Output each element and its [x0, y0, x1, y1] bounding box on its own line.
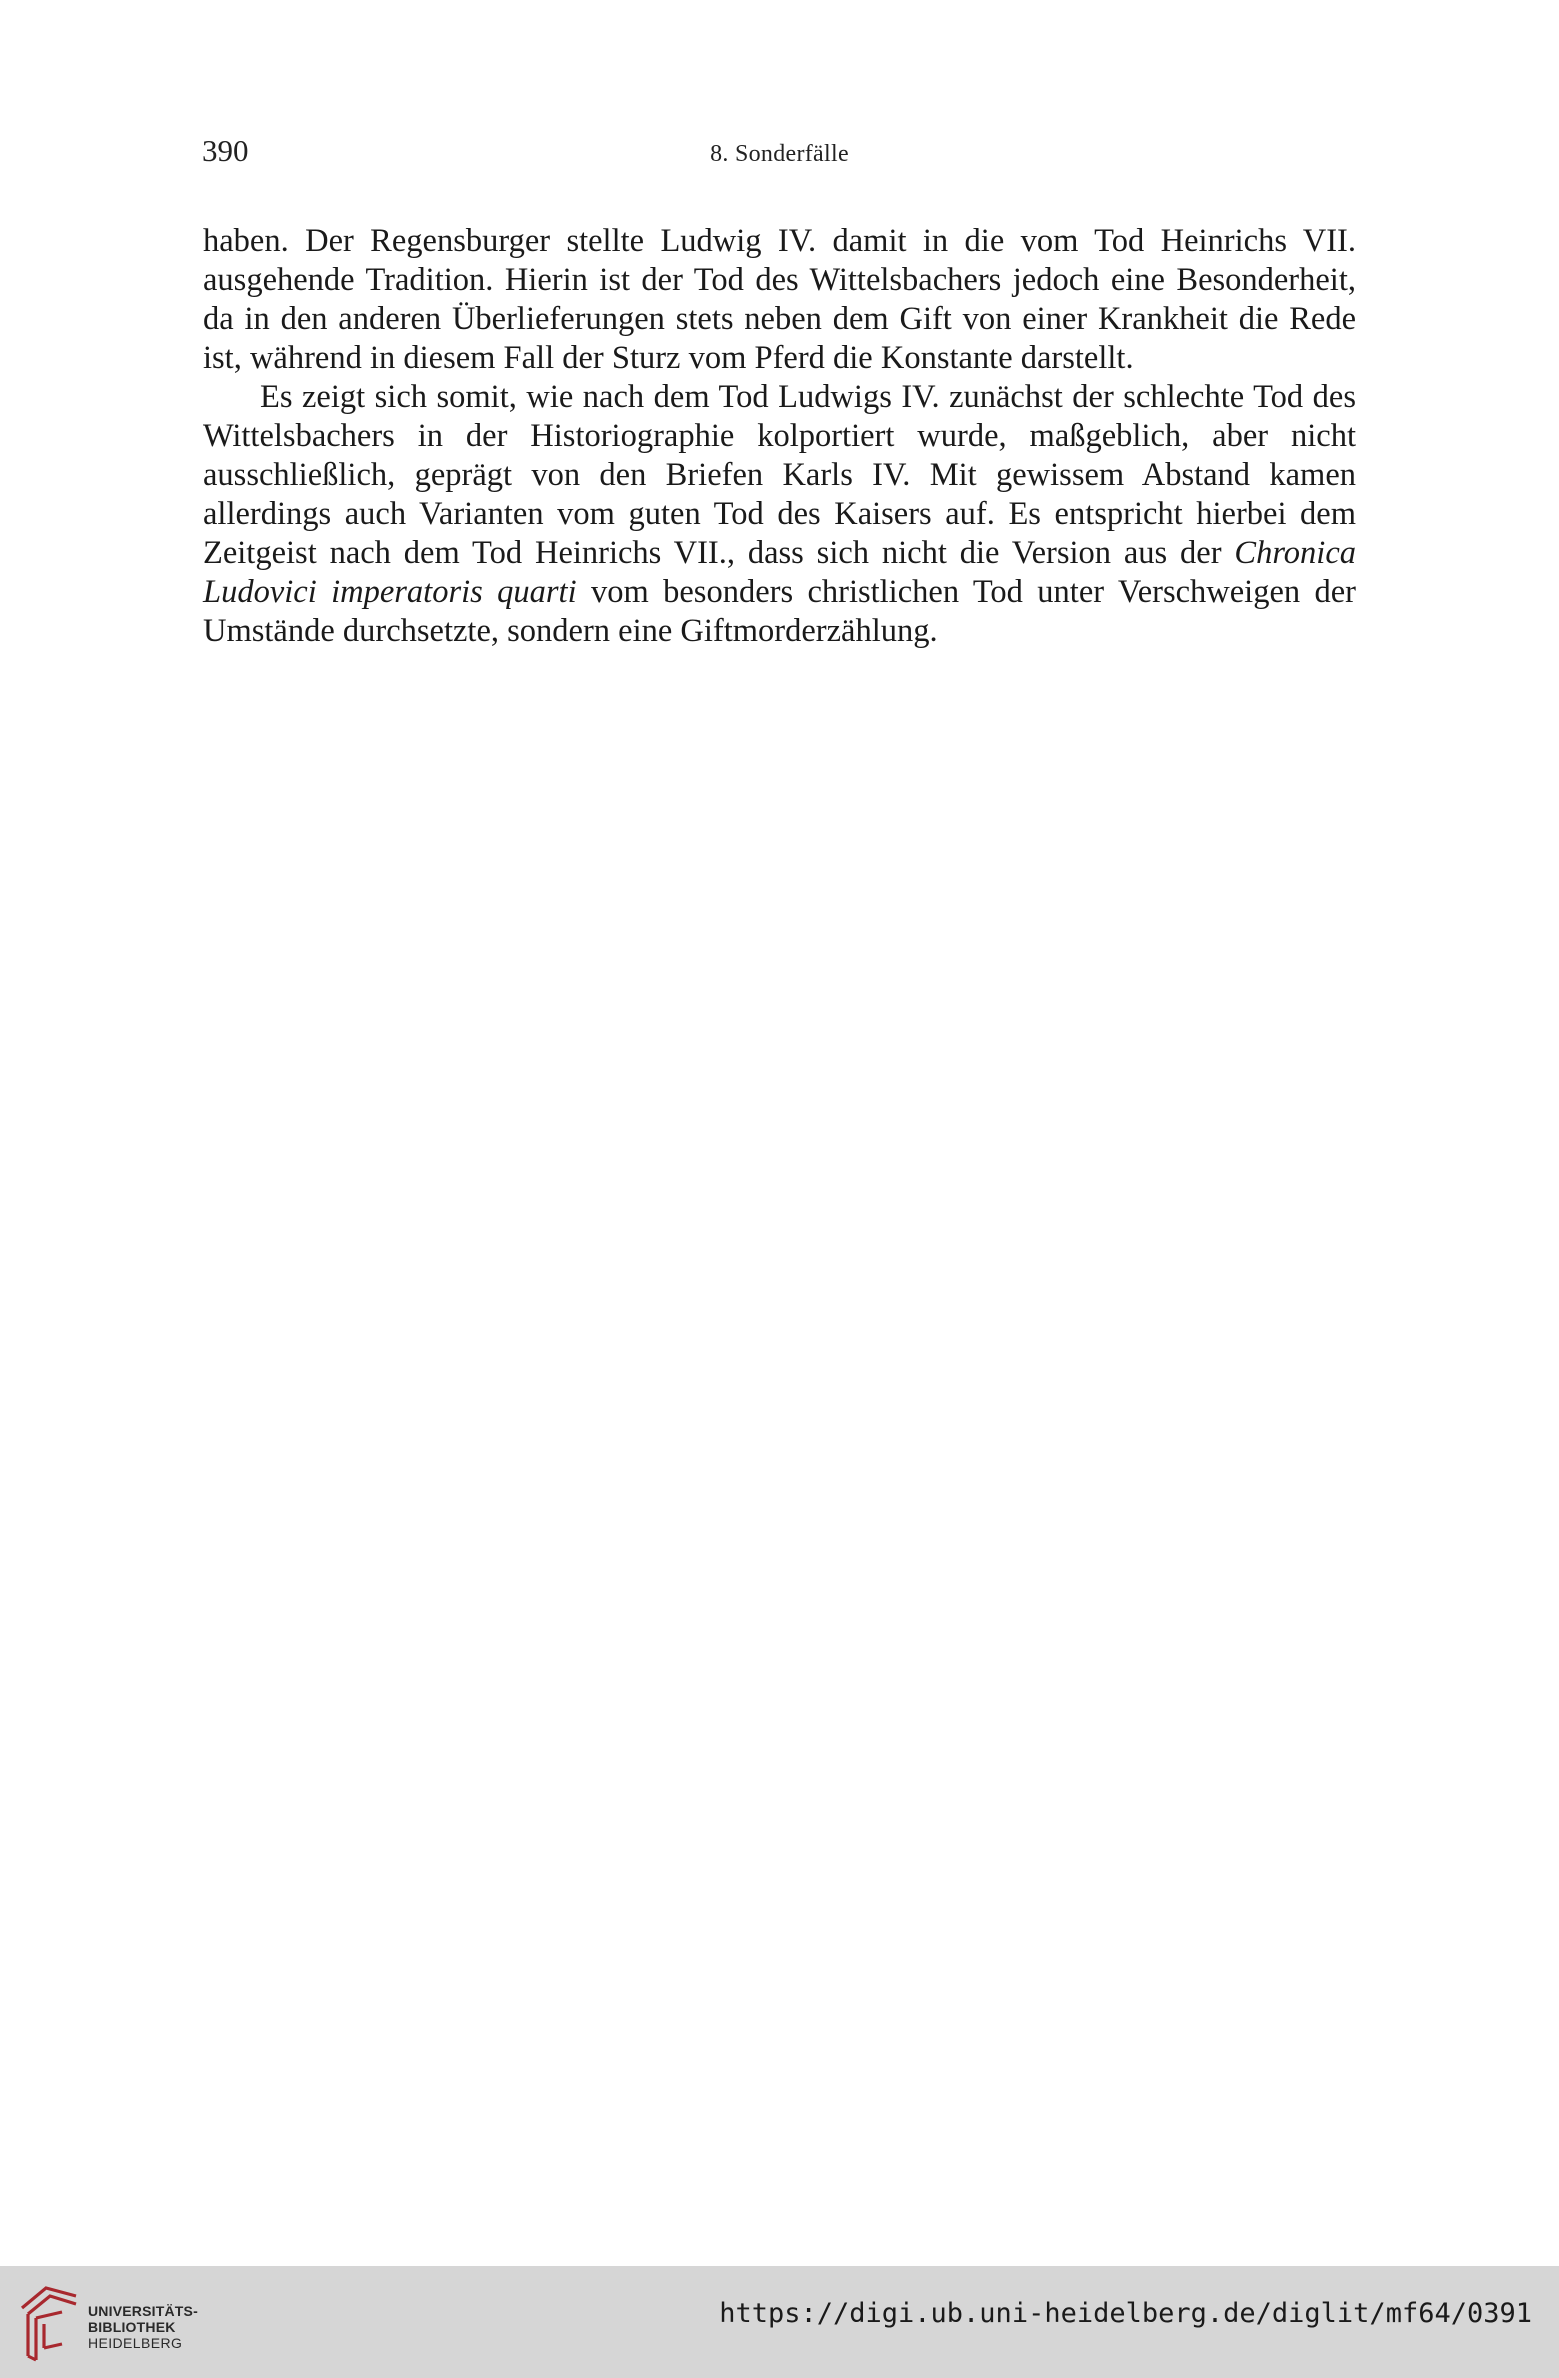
- logo-line-3: HEIDELBERG: [88, 2335, 183, 2351]
- library-logo[interactable]: [14, 2278, 204, 2366]
- body-text: [203, 222, 1356, 651]
- page-number: 390: [202, 133, 249, 168]
- logo-line-1: UNIVERSITÄTS-: [88, 2303, 198, 2319]
- paragraph-2: [203, 378, 1356, 651]
- paragraph-1: haben. Der Regensburger stellte Ludwig IV. damit in die vom Tod Heinrichs VII. ausgehende Tradition. Hierin ist der Tod des Wittelsbachers jedoch eine Besonderheit, da in den anderen Überlieferungen stets neben dem Gift von einer Krankheit die Rede ist, während in diesem Fall der Sturz vom Pferd die Konstante darstellt.: [203, 223, 1356, 376]
- paragraph-2-text-start: Es zeigt sich somit, wie nach dem Tod Ludwigs IV. zunächst der schlechte Tod des Wittelsbachers in der Historiographie kolportiert wurde, maßgeblich, aber nicht ausschließlich, geprägt von den Briefen Karls IV. Mit gewissem Abstand kamen allerdings auch Varianten vom guten Tod des Kaisers auf. Es entspricht hierbei dem Zeitgeist nach dem Tod Heinrichs VII., dass sich nicht die Version aus der: [203, 379, 1356, 571]
- library-logo-text: [88, 2303, 198, 2351]
- footer-bar: [0, 2266, 1559, 2378]
- library-logo-icon: [14, 2278, 88, 2364]
- running-head: 8. Sonderfälle: [710, 141, 849, 167]
- paragraph-2-italic-title: Chronica Ludovici imperatoris quarti: [203, 535, 1356, 610]
- paragraph-2-text-end: vom besonders christlichen Tod unter Verschweigen der Umstände durchsetzte, sondern eine Giftmorderzählung.: [203, 574, 1356, 649]
- source-url-link[interactable]: https://digi.ub.uni-heidelberg.de/diglit/mf64/0391: [719, 2298, 1532, 2329]
- logo-line-2: BIBLIOTHEK: [88, 2319, 176, 2335]
